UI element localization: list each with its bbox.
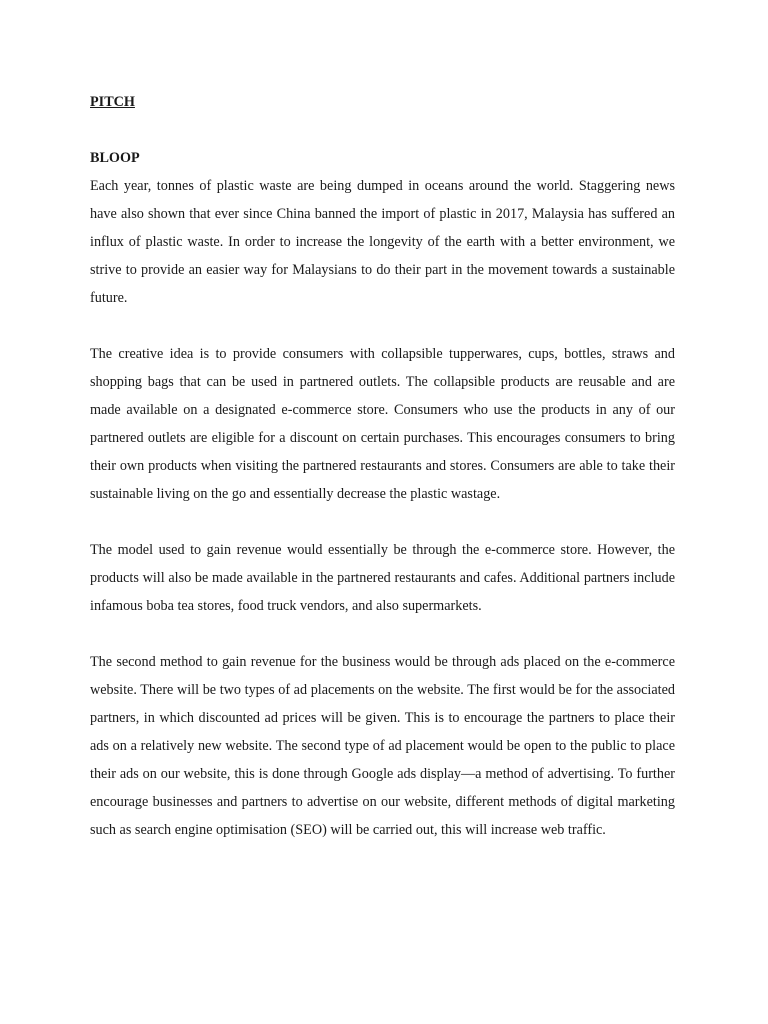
- document-title: PITCH: [90, 94, 135, 110]
- paragraph-creative-idea: The creative idea is to provide consumers with collapsible tupperwares, cups, bottles, straws and shopping bags that can be used in partnered outlets. The collapsible products are reusable and are made available on a designated e-commerce store. Consumers who use the products in any of our partnered outlets are eligible for a discount on certain purchases. This encourages consumers to bring their own products when visiting the partnered restaurants and stores. Consumers are able to take their sustainable living on the go and essentially decrease the plastic wastage.: [90, 346, 675, 502]
- paragraph-intro: Each year, tonnes of plastic waste are being dumped in oceans around the world. Staggering news have also shown that ever since China banned the import of plastic in 2017, Malaysia has suffered an influx of plastic waste. In order to increase the longevity of the earth with a better environment, we strive to provide an easier way for Malaysians to do their part in the movement towards a sustainable future.: [90, 178, 675, 306]
- document-page: [90, 88, 675, 844]
- paragraph-revenue-model: The model used to gain revenue would essentially be through the e-commerce store. However, the products will also be made available in the partnered restaurants and cafes. Additional partners include infamous boba tea stores, food truck vendors, and also supermarkets.: [90, 542, 675, 614]
- product-name-heading: BLOOP: [90, 150, 140, 166]
- title-spacer: [90, 116, 675, 144]
- paragraph-ad-revenue: The second method to gain revenue for the business would be through ads placed on the e-commerce website. There will be two types of ad placements on the website. The first would be for the associated partners, in which discounted ad prices will be given. This is to encourage the partners to place their ads on a relatively new website. The second type of ad placement would be open to the public to place their ads on our website, this is done through Google ads display—a method of advertising. To further encourage businesses and partners to advertise on our website, different methods of digital marketing such as search engine optimisation (SEO) will be carried out, this will increase web traffic.: [90, 654, 675, 838]
